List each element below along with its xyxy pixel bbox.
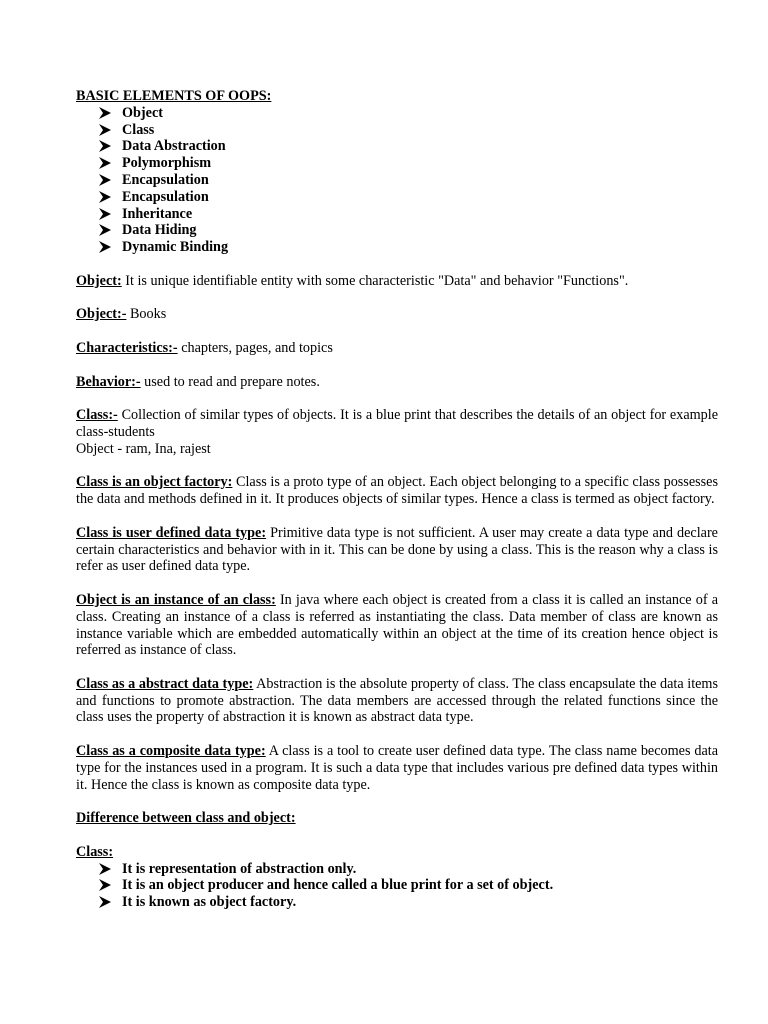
list-item: It is known as object factory. — [98, 894, 718, 911]
class-abstract-data-type: Class as a abstract data type: Abstraction is the absolute property of class. The class encapsulate the data items and functions to promote abstraction. The data members are accessed through the related functions since the class uses the property of abstraction it is known as abstract data type. — [76, 675, 718, 726]
list-item: Encapsulation — [98, 172, 718, 189]
arrow-bullet-icon — [98, 107, 112, 119]
list-item: Data Abstraction — [98, 138, 718, 155]
arrow-bullet-icon — [98, 896, 112, 908]
list-item: Inheritance — [98, 206, 718, 223]
arrow-bullet-icon — [98, 863, 112, 875]
class-composite-data-type: Class as a composite data type: A class is a tool to create user defined data type. The class name becomes data type for the instances used in a program. It is such a data type that includes various pre defined data types within it. Hence the class is known as composite data type. — [76, 743, 718, 793]
list-item: Dynamic Binding — [98, 239, 718, 256]
arrow-bullet-icon — [98, 208, 112, 220]
arrow-bullet-icon — [98, 879, 112, 891]
list-item: Data Hiding — [98, 222, 718, 239]
arrow-bullet-icon — [98, 140, 112, 152]
class-definition: Class:- Collection of similar types of objects. It is a blue print that describes the details of an object for example class-students Object - ram, Ina, rajest — [76, 407, 718, 457]
arrow-bullet-icon — [98, 241, 112, 253]
difference-heading: Difference between class and object: — [76, 810, 296, 827]
oops-elements-list — [76, 105, 718, 256]
list-item: Class — [98, 122, 718, 139]
class-points-list — [76, 861, 718, 911]
object-definition: Object: It is unique identifiable entity with some characteristic "Data" and behavior "Functions". — [76, 272, 629, 289]
class-heading: Class: — [76, 843, 114, 860]
behavior: Behavior:- used to read and prepare notes. — [76, 373, 320, 390]
document-page — [76, 88, 718, 911]
list-item: Object — [98, 105, 718, 122]
arrow-bullet-icon — [98, 157, 112, 169]
class-user-defined-type: Class is user defined data type: Primitive data type is not sufficient. A user may create a data type and declare certain characteristics and behavior with in it. This can be done by using a class. This is the reason why a class is refer as user defined data type. — [76, 524, 718, 575]
list-item: It is an object producer and hence called a blue print for a set of object. — [98, 877, 718, 894]
object-example: Object:- Books — [76, 306, 167, 323]
list-item: It is representation of abstraction only. — [98, 861, 718, 878]
characteristics: Characteristics:- chapters, pages, and topics — [76, 339, 333, 356]
list-item: Polymorphism — [98, 155, 718, 172]
arrow-bullet-icon — [98, 124, 112, 136]
class-object-factory: Class is an object factory: Class is a proto type of an object. Each object belonging to a specific class possesses the data and methods defined in it. It produces objects of similar types. Hence a class is termed as object factory. — [76, 474, 718, 508]
arrow-bullet-icon — [98, 224, 112, 236]
list-item: Encapsulation — [98, 189, 718, 206]
object-instance-of-class: Object is an instance of an class: In java where each object is created from a class it is called an instance of a class. Creating an instance of a class is referred as instantiating the class. Data member of class are known as instance variable which are embedded automatically within an object at the time of its creation hence object is referred as instance of class. — [76, 591, 718, 659]
document-title: BASIC ELEMENTS OF OOPS: — [76, 88, 272, 104]
arrow-bullet-icon — [98, 191, 112, 203]
arrow-bullet-icon — [98, 174, 112, 186]
